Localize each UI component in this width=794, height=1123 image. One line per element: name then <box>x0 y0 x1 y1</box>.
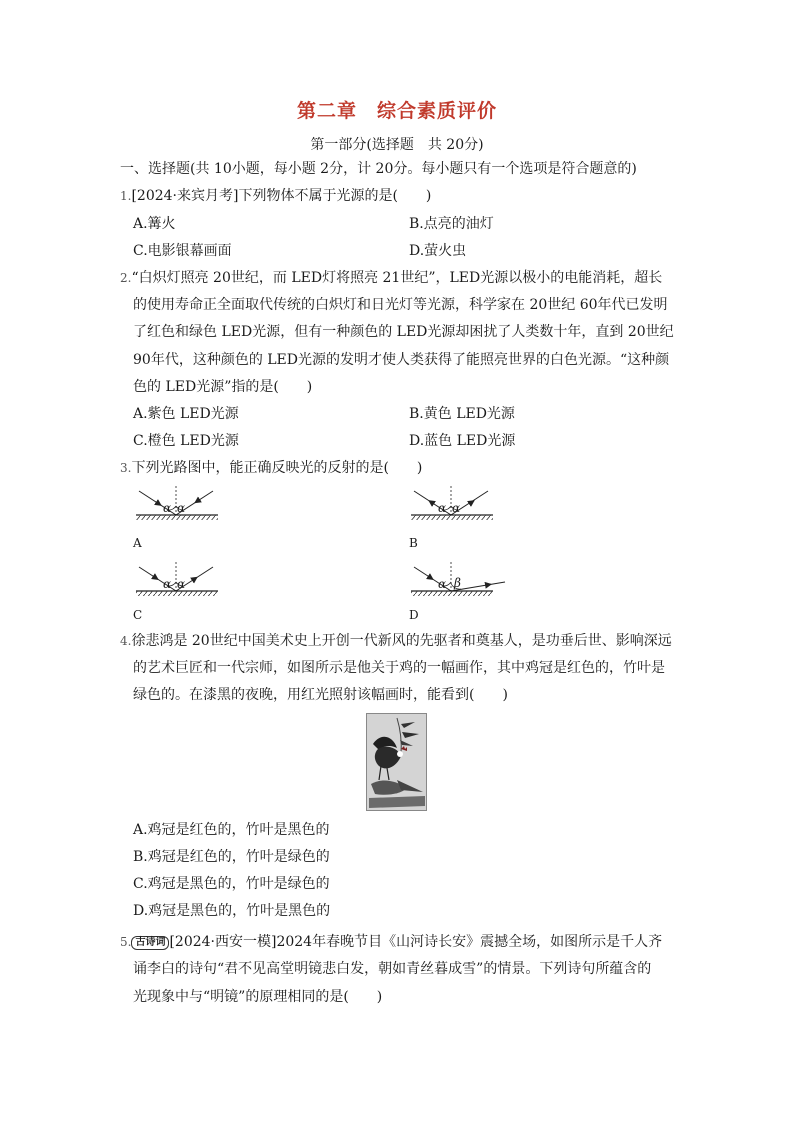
category-badge: 古诗词 <box>131 936 169 950</box>
angle-label: α <box>163 501 172 515</box>
question-number: 3. <box>120 461 132 475</box>
question-number: 5. <box>120 935 132 949</box>
option-c[interactable]: C.鸡冠是黑色的，竹叶是绿色的 <box>133 876 330 892</box>
question-number: 2. <box>120 271 132 285</box>
question-number: 1. <box>120 189 132 203</box>
question-text-line: 色的 LED光源”指的是( ) <box>133 379 313 395</box>
angle-label: α <box>438 501 447 515</box>
figure-option-b[interactable]: B <box>409 536 418 550</box>
question-text-line: “白炽灯照亮 20世纪，而 LED灯将照亮 21世纪”，LED光源以极小的电能消耗，超长 <box>131 270 663 286</box>
angle-label: α <box>163 577 172 591</box>
question-text: [2024·来宾月考]下列物体不属于光源的是( ) <box>131 188 432 204</box>
option-a[interactable]: A.紫色 LED光源 <box>133 406 239 422</box>
option-b[interactable]: B.黄色 LED光源 <box>409 406 515 422</box>
option-c[interactable]: C.电影银幕画面 <box>133 243 232 259</box>
section-heading: 一、选择题(共 10小题，每小题 2分，计 20分。每小题只有一个选项是符合题意的) <box>120 161 637 177</box>
question-text-line: 绿色的。在漆黑的夜晚，用红光照射该幅画时，能看到( ) <box>133 687 508 703</box>
question-5 <box>120 935 662 950</box>
question-text-line: 90年代，这种颜色的 LED光源的发明才使人类获得了能照亮世界的白色光源。“这种颜 <box>133 352 670 368</box>
question-text-line: 的艺术巨匠和一代宗师，如图所示是他关于鸡的一幅画作，其中鸡冠是红色的，竹叶是 <box>133 660 665 676</box>
option-a[interactable]: A.鸡冠是红色的，竹叶是黑色的 <box>133 822 330 838</box>
section-subtitle: 第一部分(选择题 共 20分) <box>310 137 484 153</box>
option-b[interactable]: B.鸡冠是红色的，竹叶是绿色的 <box>133 849 330 865</box>
angle-label: α <box>177 577 186 591</box>
chapter-title: 第二章 综合素质评价 <box>296 100 497 122</box>
question-text-line: 了红色和绿色 LED光源，但有一种颜色的 LED光源却困扰了人类数十年，直到 20世纪 <box>133 324 674 340</box>
angle-label: β <box>454 576 461 590</box>
option-d[interactable]: D.蓝色 LED光源 <box>409 433 516 449</box>
angle-label: α <box>452 501 461 515</box>
figure-option-a[interactable]: A <box>133 536 142 550</box>
angle-label: α <box>177 501 186 515</box>
question-text-line: 的使用寿命正全面取代传统的白炽灯和日光灯等光源，科学家在 20世纪 60年代已发明 <box>133 297 668 313</box>
rooster-painting-image <box>366 713 427 811</box>
option-b[interactable]: B.点亮的油灯 <box>409 216 494 232</box>
option-a[interactable]: A.篝火 <box>133 216 176 232</box>
question-4 <box>120 634 672 648</box>
question-text-line: [2024·西安一模]2024年春晚节目《山河诗长安》震撼全场，如图所示是千人齐 <box>169 934 663 950</box>
angle-label: α <box>438 577 447 591</box>
question-number: 4. <box>120 634 132 648</box>
question-text-line: 诵李白的诗句“君不见高堂明镜悲白发，朝如青丝暮成雪”的情景。下列诗句所蕴含的 <box>133 961 652 977</box>
question-text-line: 光现象中与“明镜”的原理相同的是( ) <box>133 989 383 1005</box>
option-c[interactable]: C.橙色 LED光源 <box>133 433 239 449</box>
question-text: 下列光路图中，能正确反映光的反射的是( ) <box>131 460 423 476</box>
figure-option-c[interactable]: C <box>133 608 143 622</box>
figure-option-d[interactable]: D <box>409 608 419 622</box>
option-d[interactable]: D.萤火虫 <box>409 243 467 259</box>
option-d[interactable]: D.鸡冠是黑色的，竹叶是黑色的 <box>133 903 331 919</box>
question-text-line: 徐悲鸿是 20世纪中国美术史上开创一代新风的先驱者和奠基人，是功垂后世、影响深远 <box>131 633 672 649</box>
